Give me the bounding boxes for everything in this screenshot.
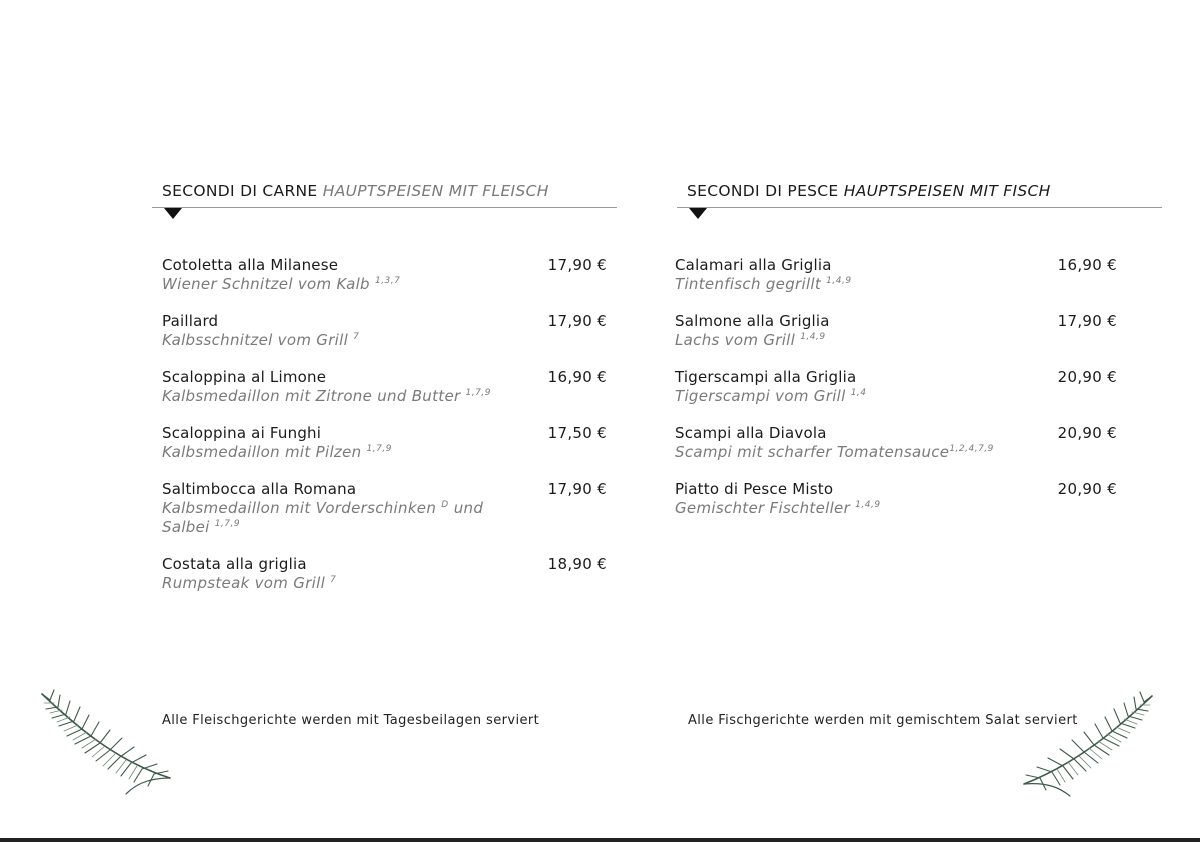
fish-items bbox=[675, 256, 1117, 536]
allergen-codes: 1,3,7 bbox=[374, 276, 401, 286]
dish-price: 16,90 € bbox=[1057, 256, 1117, 274]
dish-description: Kalbsmedaillon mit Zitrone und Butter $^{1,7,9}$ bbox=[162, 387, 491, 405]
dish-price: 17,90 € bbox=[547, 480, 607, 498]
fish-section bbox=[675, 180, 1162, 517]
dish-price: 17,50 € bbox=[547, 424, 607, 442]
dish-name: Cotoletta alla Milanese bbox=[162, 256, 339, 274]
triangle-down-icon bbox=[689, 208, 707, 219]
rosemary-sprig-icon bbox=[1018, 688, 1158, 800]
allergen-codes: 1,2,4,7,9 bbox=[949, 444, 994, 454]
dish-price: 18,90 € bbox=[547, 555, 607, 573]
menu-item bbox=[675, 424, 1117, 462]
fish-title-de: HAUPTSPEISEN MIT FISCH bbox=[843, 182, 1051, 200]
meat-section bbox=[152, 180, 617, 592]
dish-description: Kalbsmedaillon mit Pilzen $^{1,7,9}$ bbox=[162, 443, 392, 461]
dish-description: Tintenfisch gegrillt $^{1,4,9}$ bbox=[675, 275, 852, 293]
dish-name: Scaloppina al Limone bbox=[162, 368, 327, 386]
menu-item bbox=[675, 480, 1117, 518]
allergen-codes: 1,7,9 bbox=[366, 444, 392, 454]
menu-item bbox=[162, 480, 607, 537]
dish-name: Saltimbocca alla Romana bbox=[162, 480, 357, 498]
meat-section-header bbox=[152, 180, 617, 208]
triangle-down-icon bbox=[164, 208, 182, 219]
allergen-codes: D bbox=[441, 500, 449, 510]
fish-title-it: SECONDI DI PESCE bbox=[687, 182, 839, 200]
dish-price: 20,90 € bbox=[1057, 368, 1117, 386]
allergen-codes: 1,4,9 bbox=[800, 332, 826, 342]
menu-item bbox=[675, 312, 1117, 350]
menu-item bbox=[162, 555, 607, 593]
dish-name: Costata alla griglia bbox=[162, 555, 307, 573]
dish-name: Piatto di Pesce Misto bbox=[675, 480, 834, 498]
fish-footer-note: Alle Fischgerichte werden mit gemischtem Salat serviert bbox=[688, 713, 1078, 728]
dish-name: Salmone alla Griglia bbox=[675, 312, 830, 330]
dish-description: Wiener Schnitzel vom Kalb $^{1,3,7}$ bbox=[162, 275, 401, 293]
fish-section-header bbox=[677, 180, 1162, 208]
dish-description: Gemischter Fischteller $^{1,4,9}$ bbox=[675, 499, 881, 517]
menu-item bbox=[162, 312, 607, 350]
allergen-codes: 7 bbox=[330, 575, 337, 585]
meat-title-it: SECONDI DI CARNE bbox=[162, 182, 318, 200]
rosemary-sprig-icon bbox=[36, 686, 176, 798]
dish-name: Paillard bbox=[162, 312, 219, 330]
dish-name: Tigerscampi alla Griglia bbox=[675, 368, 857, 386]
dish-price: 17,90 € bbox=[547, 256, 607, 274]
dish-description: Kalbsschnitzel vom Grill $^7$ bbox=[162, 331, 360, 349]
dish-description: Lachs vom Grill $^{1,4,9}$ bbox=[675, 331, 826, 349]
dish-price: 17,90 € bbox=[547, 312, 607, 330]
dish-description: Tigerscampi vom Grill $^{1,4}$ bbox=[675, 387, 867, 405]
dish-price: 20,90 € bbox=[1057, 424, 1117, 442]
allergen-codes: 7 bbox=[353, 332, 360, 342]
dish-name: Scampi alla Diavola bbox=[675, 424, 827, 442]
dish-description: Kalbsmedaillon mit Vorderschinken $^D$ und Salbei $^{1,7,9}$ bbox=[162, 499, 484, 536]
menu-item bbox=[675, 368, 1117, 406]
dish-price: 16,90 € bbox=[547, 368, 607, 386]
menu-item bbox=[675, 256, 1117, 294]
dish-price: 20,90 € bbox=[1057, 480, 1117, 498]
meat-title-de: HAUPTSPEISEN MIT FLEISCH bbox=[322, 182, 549, 200]
menu-item bbox=[162, 368, 607, 406]
allergen-codes: 1,7,9 bbox=[465, 388, 491, 398]
dish-description: Rumpsteak vom Grill $^7$ bbox=[162, 574, 337, 592]
meat-footer-note: Alle Fleischgerichte werden mit Tagesbeilagen serviert bbox=[162, 713, 540, 728]
menu-item bbox=[162, 424, 607, 462]
dish-description: Scampi mit scharfer Tomatensauce$^{1,2,4,7,9}$ bbox=[675, 443, 994, 461]
allergen-codes: 1,4,9 bbox=[855, 500, 881, 510]
allergen-codes: 1,4,9 bbox=[826, 276, 852, 286]
dish-name: Calamari alla Griglia bbox=[675, 256, 832, 274]
page-bottom-rule bbox=[0, 838, 1200, 842]
allergen-codes: 1,4 bbox=[850, 388, 867, 398]
menu-item bbox=[162, 256, 607, 294]
dish-name: Scaloppina ai Funghi bbox=[162, 424, 322, 442]
dish-price: 17,90 € bbox=[1057, 312, 1117, 330]
allergen-codes: 1,7,9 bbox=[214, 519, 241, 529]
meat-items bbox=[162, 256, 607, 611]
